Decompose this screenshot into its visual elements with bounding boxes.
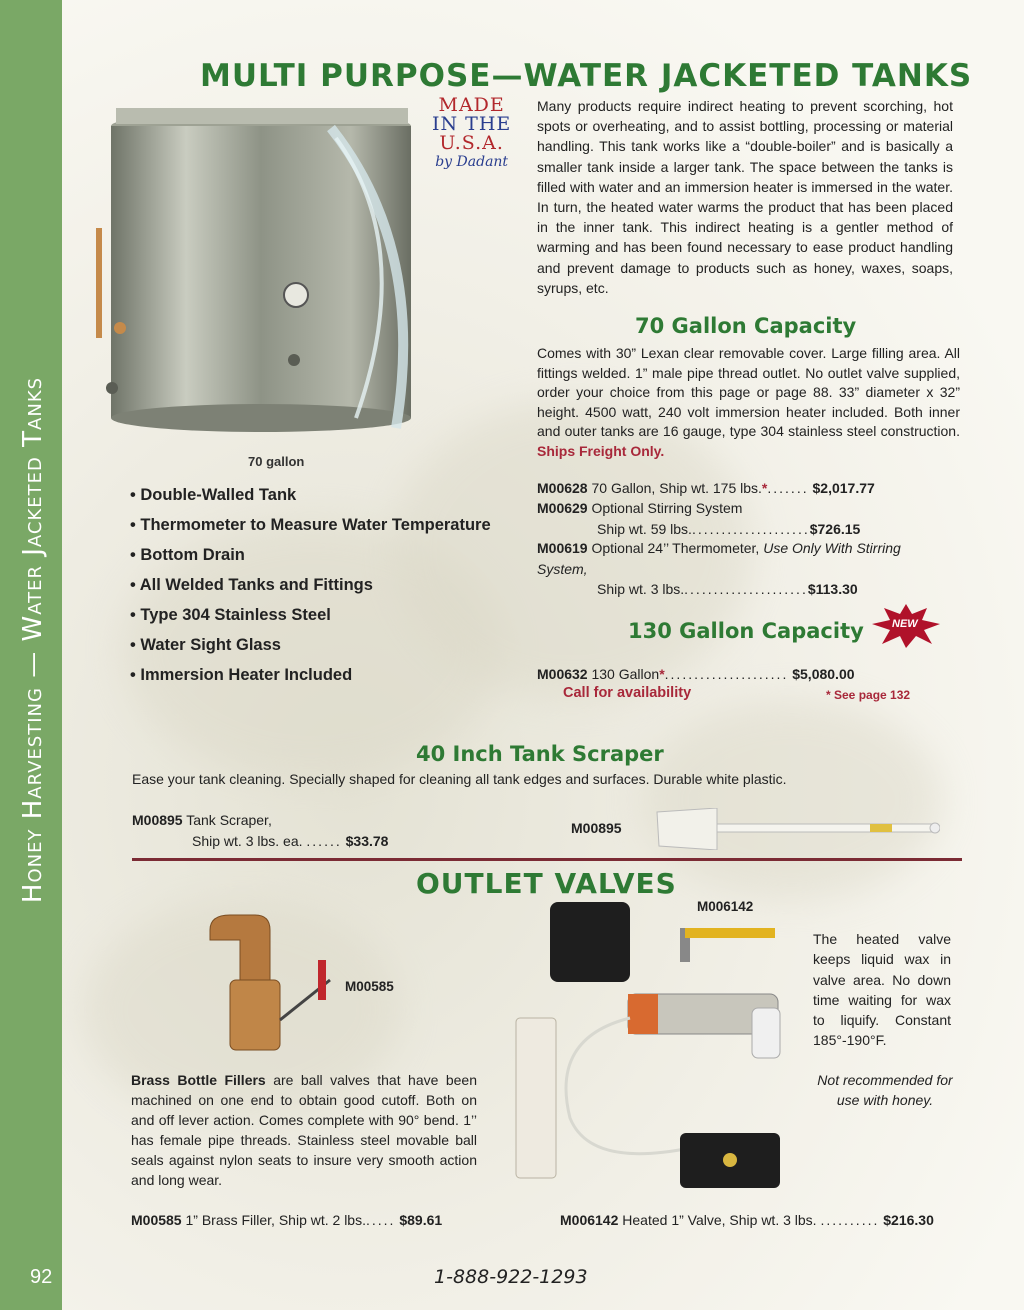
brass-filler-image	[200, 910, 340, 1060]
tank-caption: 70 gallon	[248, 454, 305, 469]
price-line-m00632: M00632 130 Gallon*..................... $5,080.00	[537, 666, 855, 682]
intro-paragraph: Many products require indirect heating to prevent scorching, hot spots or overheating, and to assist bottling, processing or material handling. This tank works like a “double-boiler” and is basically a smaller tank inside a larger tank. The space between the tanks is filled with water and an immersion heater is immersed in the water. In turn, the heated water warms the product that has been placed in the inner tank. This indirect heating is a gentler method of warming and has been found necessary to ease product handling and prevent damage to products such as honey, waxes, soaps, syrups, etc.	[537, 98, 953, 296]
phone-number: 1-888-922-1293	[434, 1266, 588, 1288]
heading-outlet-valves: OUTLET VALVES	[416, 867, 677, 900]
scraper-image-label: M00895	[571, 820, 622, 836]
price-line-m00629: M00629 Optional Stirring System Ship wt. 59 lbs.....................$726.15	[537, 500, 861, 537]
heated-valve-label: M006142	[697, 899, 754, 914]
heated-valve-image	[510, 898, 810, 1188]
feature-item: • Thermometer to Measure Water Temperature	[130, 510, 491, 540]
feature-item: • Water Sight Glass	[130, 630, 491, 660]
brass-filler-description: Brass Bottle Fillers are ball valves that have been machined on one end to obtain good cutoff. Both on and off lever action. Comes complete with 90° bend. 1’’ has female pipe threads. Stainless steel movable ball seals against nylon seats to insure very smooth action and long wear.	[131, 1072, 478, 1188]
sidebar	[0, 0, 62, 1310]
new-badge: NEW	[872, 604, 940, 648]
not-recommended-note: Not recommended for use with honey.	[817, 1072, 953, 1108]
call-for-availability: Call for availability	[563, 685, 692, 701]
feature-item: • Type 304 Stainless Steel	[130, 600, 491, 630]
description-70-gallon: Comes with 30” Lexan clear removable cover. Large filling area. All fittings welded. 1” male pipe thread outlet. No outlet valve supplied, order your choice from this page or page 88. 33” diameter x 32” height. 4500 watt, 240 volt immersion heater included. Both inner and outer tanks are 16 gauge, type 304 stainless steel construction. Ships Freight Only.	[537, 345, 960, 459]
feature-item: • Bottom Drain	[130, 540, 491, 570]
price-line-m006142: M006142 Heated 1” Valve, Ship wt. 3 lbs. .......... $216.30	[560, 1212, 934, 1228]
price-line-m00895: M00895 Tank Scraper, Ship wt. 3 lbs. ea. ...... $33.78	[132, 812, 389, 849]
see-page-note: * See page 132	[826, 688, 911, 702]
brass-filler-label: M00585	[345, 979, 394, 994]
heading-tank-scraper: 40 Inch Tank Scraper	[416, 742, 664, 766]
price-line-m00628: M00628 70 Gallon, Ship wt. 175 lbs.*....... $2,017.77	[537, 480, 875, 496]
section-divider	[132, 858, 962, 861]
sidebar-title: Honey Harvesting — Water Jacketed Tanks	[18, 376, 48, 904]
feature-item: • Double-Walled Tank	[130, 480, 491, 510]
page-title: MULTI PURPOSE—WATER JACKETED TANKS	[200, 58, 973, 94]
price-line-m00585: M00585 1” Brass Filler, Ship wt. 2 lbs...... $89.61	[131, 1212, 443, 1228]
scraper-description: Ease your tank cleaning. Specially shaped for cleaning all tank edges and surfaces. Durable white plastic.	[132, 771, 787, 787]
heading-130-gallon: 130 Gallon Capacity	[628, 619, 864, 643]
feature-item: • All Welded Tanks and Fittings	[130, 570, 491, 600]
feature-item: • Immersion Heater Included	[130, 660, 491, 690]
page-number: 92	[30, 1266, 53, 1288]
made-in-usa-logo: MADE IN THE U.S.A. by Dadant	[432, 94, 512, 170]
tank-image	[96, 98, 444, 448]
tank-scraper-image	[655, 808, 940, 850]
heated-valve-description: The heated valve keeps liquid wax in valve area. No down time waiting for wax to liquify. Constant 185°-190°F.	[813, 931, 951, 1049]
heading-70-gallon: 70 Gallon Capacity	[635, 314, 857, 338]
features-list	[130, 480, 491, 690]
price-line-m00619: M00619 Optional 24’’ Thermometer, Use Only With Stirring System, Ship wt. 3 lbs......................$113.30	[537, 540, 901, 597]
